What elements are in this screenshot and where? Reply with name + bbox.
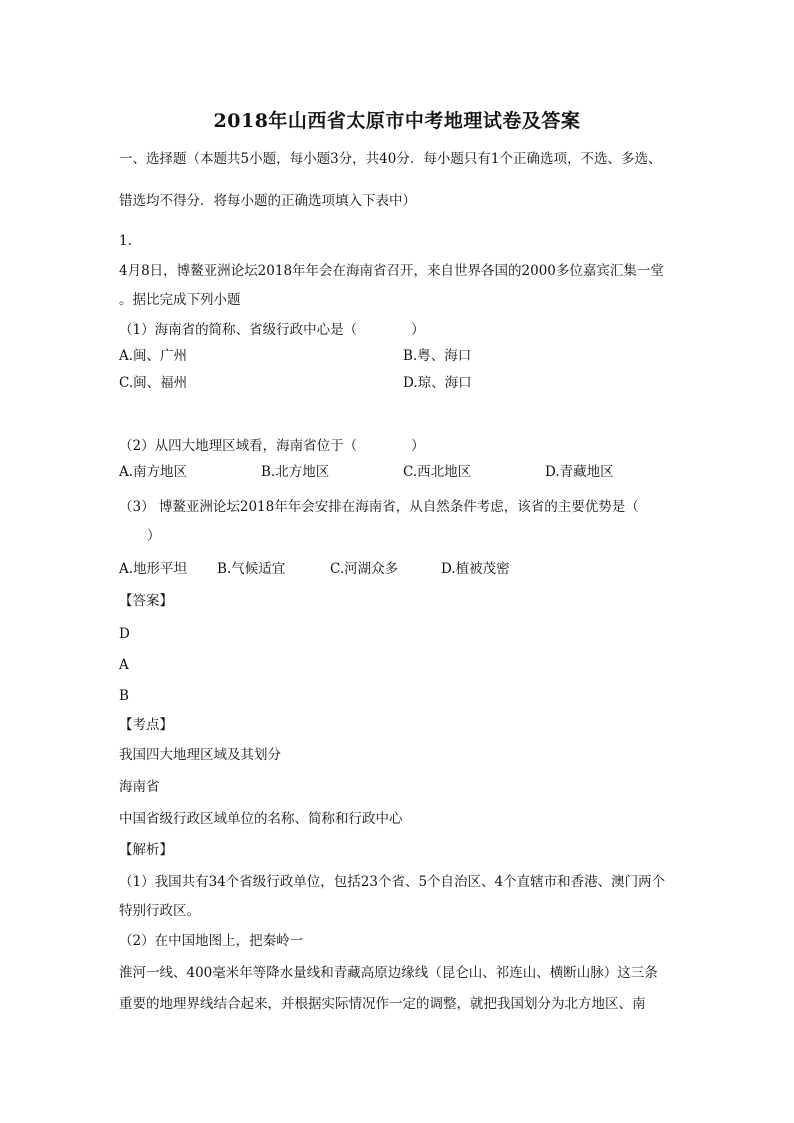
sub1-option-c: C.闽、福州 — [119, 375, 188, 391]
jiexi-line-2: 特别行政区。 — [119, 903, 200, 919]
sub-question-3-line-2: ） — [147, 528, 161, 544]
jiexi-line-3: （2）在中国地图上，把秦岭一 — [119, 933, 304, 949]
jiexi-line-1: （1）我国共有34个省级行政单位，包括23个省、5个自治区、4个直辖市和香港、澳门两个 — [119, 874, 666, 890]
section-heading-line-1: 一、选择题（本题共5小题，每小题3分，共40分．每小题只有1个正确选项，不选、多选、 — [119, 151, 662, 167]
jiexi-line-5: 重要的地理界线结合起来，并根据实际情况作一定的调整，就把我国划分为北方地区、南 — [119, 996, 646, 1012]
kaodian-label: 【考点】 — [119, 717, 173, 733]
sub-question-2: （2）从四大地理区域看，海南省位于（ ） — [119, 438, 425, 454]
sub3-option-c: C.河湖众多 — [330, 561, 399, 577]
question-number: 1. — [119, 233, 132, 249]
document-title: 2018年山西省太原市中考地理试卷及答案 — [213, 110, 581, 132]
sub3-option-a: A.地形平坦 — [119, 561, 188, 577]
sub-question-3-line-1: （3） 博鳌亚洲论坛2018年年会安排在海南省，从自然条件考虑，该省的主要优势是（ — [119, 499, 639, 515]
sub1-option-d: D.琼、海口 — [403, 375, 472, 391]
sub-question-1: （1）海南省的简称、省级行政中心是（ ） — [119, 322, 425, 338]
sub3-option-d: D.植被茂密 — [441, 561, 510, 577]
answer-2: A — [119, 657, 129, 673]
question-intro-line-2: 。据比完成下列小题 — [119, 292, 241, 308]
question-intro-line-1: 4月8日，博鳌亚洲论坛2018年年会在海南省召开，来自世界各国的2000多位嘉宾汇集一堂 — [119, 263, 664, 279]
kaodian-item-3: 中国省级行政区域单位的名称、简称和行政中心 — [119, 811, 403, 827]
jiexi-line-4: 淮河一线、400毫米年等降水量线和青藏高原边缘线（昆仑山、祁连山、横断山脉）这三条 — [119, 965, 658, 981]
sub1-option-a: A.闽、广州 — [119, 348, 188, 364]
section-heading-line-2: 错选均不得分．将每小题的正确选项填入下表中） — [119, 193, 416, 209]
kaodian-item-1: 我国四大地理区域及其划分 — [119, 747, 281, 763]
kaodian-item-2: 海南省 — [119, 779, 160, 795]
sub2-option-c: C.西北地区 — [403, 464, 472, 480]
sub2-option-d: D.青藏地区 — [545, 464, 614, 480]
answer-label: 【答案】 — [119, 593, 173, 609]
sub2-option-a: A.南方地区 — [119, 464, 188, 480]
sub1-option-b: B.粤、海口 — [403, 348, 472, 364]
sub2-option-b: B.北方地区 — [261, 464, 330, 480]
answer-3: B — [119, 688, 129, 704]
sub3-option-b: B.气候适宜 — [217, 561, 286, 577]
jiexi-label: 【解析】 — [119, 842, 173, 858]
answer-1: D — [119, 626, 130, 642]
